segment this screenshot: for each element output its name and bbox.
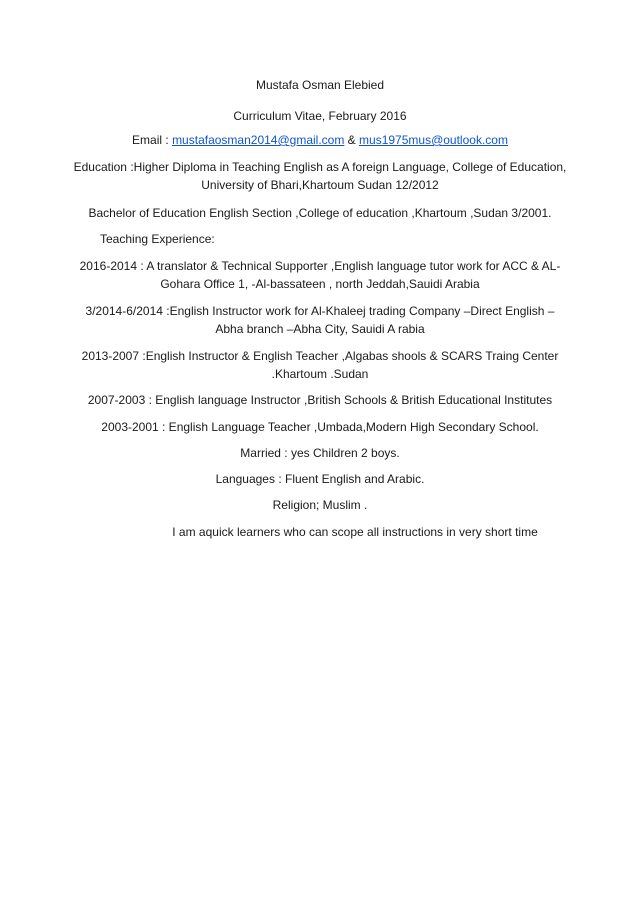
experience-5: 2003-2001 : English Language Teacher ,Umbada,Modern High Secondary School. (101, 420, 539, 434)
email-link-outlook[interactable]: mus1975mus@outlook.com (359, 133, 508, 147)
languages: Languages : Fluent English and Arabic. (215, 472, 425, 486)
education-bachelor: Bachelor of Education English Section ,College of education ,Khartoum ,Sudan 3/2001. (88, 206, 552, 220)
cv-name: Mustafa Osman Elebied (255, 78, 385, 92)
experience-2-line-2: Abha branch –Abha City, Sauidi A rabia (215, 322, 425, 336)
experience-3-line-2: .Khartoum .Sudan (271, 367, 369, 381)
email-separator: & (347, 133, 356, 147)
email-line (60, 131, 580, 149)
cv-subtitle: Curriculum Vitae, February 2016 (233, 109, 407, 123)
email-link-gmail[interactable]: mustafaosman2014@gmail.com (172, 133, 345, 147)
education-diploma-line-1: Education :Higher Diploma in Teaching English as A foreign Language, College of Education, (73, 160, 567, 174)
experience-3-line-1: 2013-2007 :English Instructor & English Teacher ,Algabas shools & SCARS Traing Center (81, 349, 559, 363)
experience-heading: Teaching Experience: (100, 232, 215, 246)
education-diploma-line-2: University of Bhari,Khartoum Sudan 12/2012 (201, 178, 439, 192)
experience-1-line-2: Gohara Office 1, -Al-bassateen , north Jeddah,Sauidi Arabia (160, 277, 480, 291)
experience-2-line-1: 3/2014-6/2014 :English Instructor work for Al-Khaleej trading Company –Direct English – (85, 304, 555, 318)
marital-status: Married : yes Children 2 boys. (240, 446, 400, 460)
experience-4: 2007-2003 : English language Instructor ,British Schools & British Educational Institutes (87, 393, 553, 407)
experience-1-line-1: 2016-2014 : A translator & Technical Supporter ,English language tutor work for ACC & AL- (79, 259, 561, 273)
religion: Religion; Muslim . (272, 498, 368, 512)
email-label: Email : (132, 133, 169, 147)
quick-learner-statement: I am aquick learners who can scope all instructions in very short time (172, 525, 538, 539)
